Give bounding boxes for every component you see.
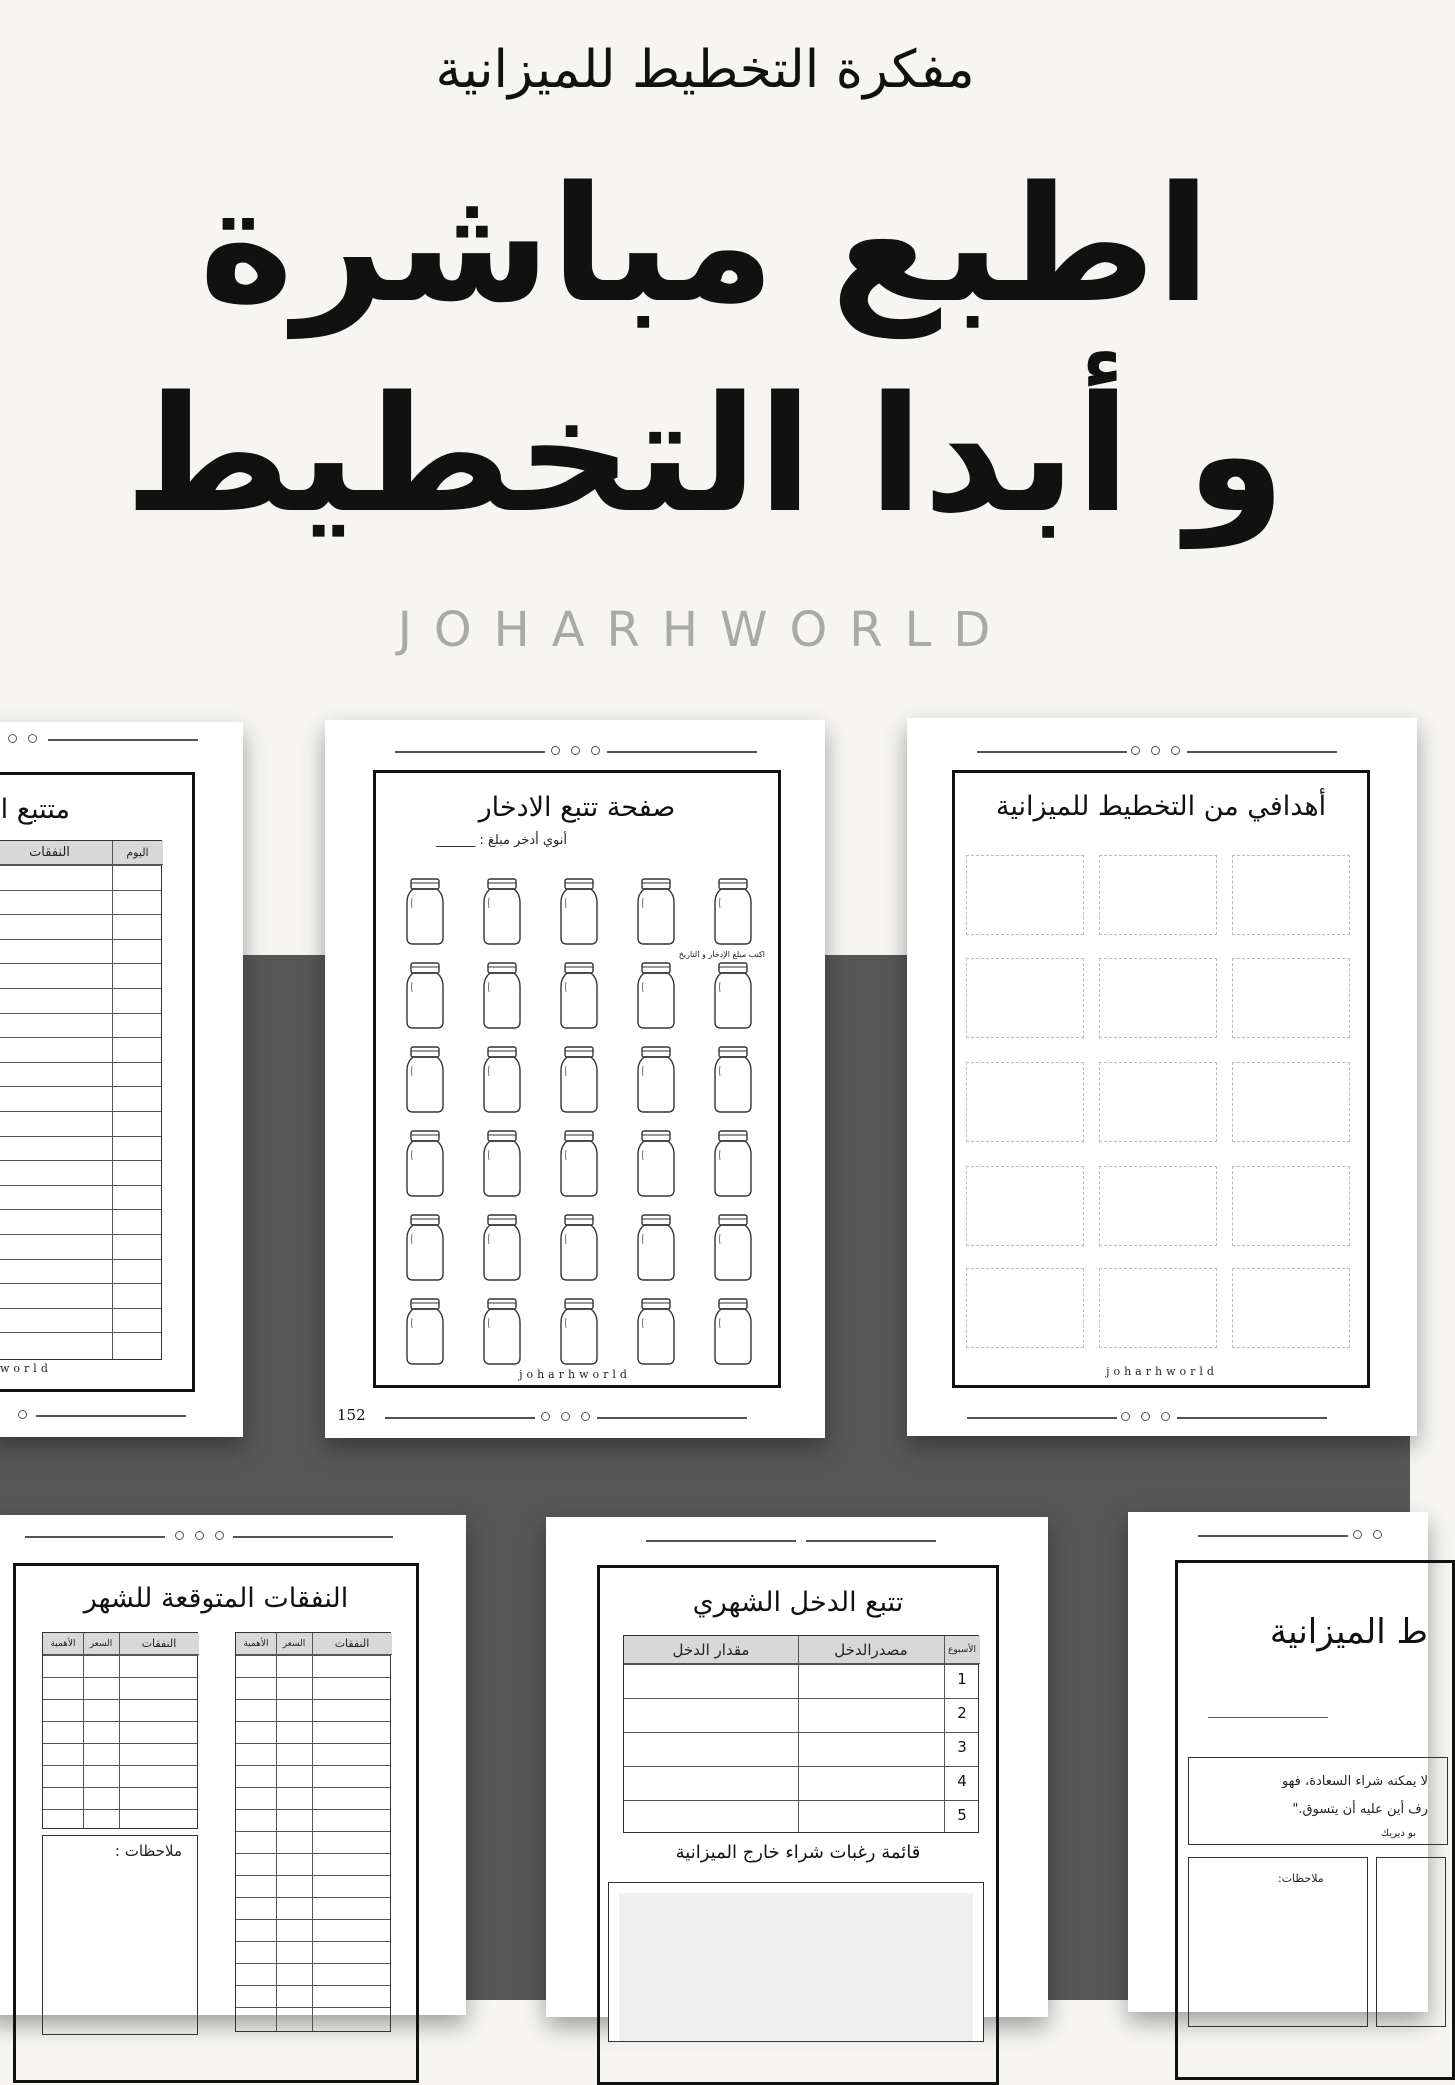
table-row [0,1111,161,1112]
page-footer: joharhworld [1106,1365,1218,1378]
table-row [0,914,161,915]
table-row [236,1963,390,1964]
page-title: تتبع الدخل الشهري [692,1587,904,1618]
table-row [0,1209,161,1210]
table-row [236,1765,390,1766]
monthly-income-page [546,1517,1048,2017]
jar-icon [557,1046,601,1114]
quote-line-1: لا يمكنه شراء السعادة، فهو [1281,1774,1428,1789]
table-row [236,1919,390,1920]
table-row [236,1941,390,1942]
goal-box [1232,1268,1350,1348]
table-row [0,1037,161,1038]
jar-icon [403,1046,447,1114]
goal-box [966,1268,1084,1348]
jar-icon [711,1046,755,1114]
goal-box [966,958,1084,1038]
col-source-header: مصدرالدخل [798,1636,944,1664]
top-ornament [0,1527,466,1547]
jar-icon [711,1130,755,1198]
page-title: أهدافي من التخطيط للميزانية [995,791,1327,822]
table-row [0,988,161,989]
week-number: 1 [957,1670,967,1688]
table-row [624,1766,978,1767]
goal-box [1099,1268,1217,1348]
jar-icon [480,962,524,1030]
table-row [0,1086,161,1087]
table-row [43,1787,197,1788]
table-row [236,1831,390,1832]
table-row [236,1787,390,1788]
goal-box [1232,855,1350,935]
table-row [236,1743,390,1744]
budget-goals-page [907,718,1417,1436]
jar-icon [634,878,678,946]
table-row [624,1698,978,1699]
table-row [236,1677,390,1678]
page-footer: joharhworld [519,1368,631,1381]
table-row [0,1013,161,1014]
table-row [624,1664,978,1665]
headline-line-1: اطبع مباشرة [199,151,1211,338]
jar-icon [634,1298,678,1366]
table-row [43,1699,197,1700]
top-ornament [325,742,825,762]
jar-icon [403,1298,447,1366]
table-row [43,1765,197,1766]
jar-icon [480,1130,524,1198]
table-row [43,1743,197,1744]
table-row [43,1809,197,1810]
col-expenses-header: النفقات [312,1633,392,1655]
table-row [236,1809,390,1810]
table-row [236,1897,390,1898]
expected-expenses-page [0,1515,466,2015]
table-row [0,1136,161,1137]
goal-box [966,1062,1084,1142]
page-title: صفحة تتبع الادخار [478,792,676,823]
monthly-income-table [623,1635,979,1833]
week-number: 3 [957,1738,967,1756]
table-row [0,865,161,866]
notes-label: ملاحظات : [114,1842,182,1860]
budget-planner-page [1128,1512,1428,2012]
jar-icon [480,1214,524,1282]
table-row [236,1875,390,1876]
jar-icon [557,1298,601,1366]
goal-box [966,855,1084,935]
goal-box [1232,1062,1350,1142]
goal-box [1099,958,1217,1038]
table-row [0,1185,161,1186]
page-title: ط الميزانية [1269,1612,1428,1652]
savings-note: اكتب مبلغ الإدخار و التاريخ [678,950,765,959]
table-row [43,1721,197,1722]
col-expenses-header: النفقات [119,1633,199,1655]
top-ornament [0,730,243,750]
page-title: متتبع ا [0,794,70,825]
top-ornament [907,742,1417,762]
table-row [0,1234,161,1235]
jar-icon [711,1298,755,1366]
table-row [0,939,161,940]
jar-icon [557,1214,601,1282]
table-row [236,1655,390,1656]
table-row [236,2007,390,2008]
col-expenses-header: النفقات [0,841,112,865]
table-row [43,1677,197,1678]
table-row [236,1853,390,1854]
savings-intent-label: أنوي أدخر مبلغ : ______ [436,833,567,848]
headline-line-2: و أبدا التخطيط [124,361,1286,548]
jar-icon [634,962,678,1030]
bottom-ornament [0,1406,243,1426]
jar-icon [711,962,755,1030]
expense-tracker-page [0,722,243,1437]
top-ornament [1128,1526,1428,1546]
table-row [0,1283,161,1284]
brand-name: JOHARHWORLD [397,602,1013,658]
col-importance-header: الأهمية [43,1633,83,1655]
goal-box [1232,1166,1350,1246]
table-row [0,1332,161,1333]
expense-table [0,840,162,1360]
table-row [0,1160,161,1161]
col-day-header: اليوم [112,841,163,865]
table-row [0,1259,161,1260]
table-row [0,963,161,964]
table-row [236,1721,390,1722]
jar-icon [403,1214,447,1282]
wishlist-title: قائمة رغبات شراء خارج الميزانية [675,1842,921,1863]
col-price-header: السعر [83,1633,119,1655]
jar-icon [557,962,601,1030]
jar-icon [634,1046,678,1114]
goal-box [1232,958,1350,1038]
expected-expenses-table-left [42,1632,198,1829]
table-row [0,1308,161,1309]
subtitle: مفكرة التخطيط للميزانية [435,40,975,100]
table-row [624,1732,978,1733]
week-number: 4 [957,1772,967,1790]
jar-icon [480,1046,524,1114]
bottom-ornament [907,1408,1417,1428]
goal-box [966,1166,1084,1246]
quote-author: بو ديريك [1380,1828,1416,1839]
jar-icon [403,962,447,1030]
table-row [624,1800,978,1801]
bottom-ornament [325,1408,825,1428]
second-box [1376,1857,1446,2027]
table-row [236,1699,390,1700]
signature-line [1208,1717,1328,1718]
quote-line-2: رف أين عليه أن يتسوق." [1292,1802,1428,1817]
col-amount-header: مقدار الدخل [624,1636,798,1664]
savings-tracker-page [325,720,825,1438]
col-week-header: الأسبوع [944,1636,980,1664]
expected-expenses-table-right [235,1632,391,2032]
jar-icon [557,878,601,946]
jar-icon [403,878,447,946]
jar-icon [634,1214,678,1282]
col-importance-header: الأهمية [236,1633,276,1655]
table-row [0,1062,161,1063]
notes-label: ملاحظات: [1278,1872,1324,1885]
page-footer: world [0,1362,52,1375]
goal-box [1099,1166,1217,1246]
week-number: 5 [957,1806,967,1824]
week-number: 2 [957,1704,967,1722]
page-number: 152 [337,1406,366,1424]
jar-icon [480,878,524,946]
jar-icon [480,1298,524,1366]
jar-icon [711,878,755,946]
goal-box [1099,1062,1217,1142]
jar-icon [403,1130,447,1198]
table-row [236,1985,390,1986]
page-title: النفقات المتوقعة للشهر [83,1583,349,1614]
notes-box [42,1835,198,2035]
wishlist-box [608,1882,984,2042]
col-price-header: السعر [276,1633,312,1655]
top-ornament [546,1531,1048,1551]
jar-icon [711,1214,755,1282]
goal-box [1099,855,1217,935]
table-row [43,1655,197,1656]
table-row [0,890,161,891]
jar-icon [634,1130,678,1198]
jar-icon [557,1130,601,1198]
